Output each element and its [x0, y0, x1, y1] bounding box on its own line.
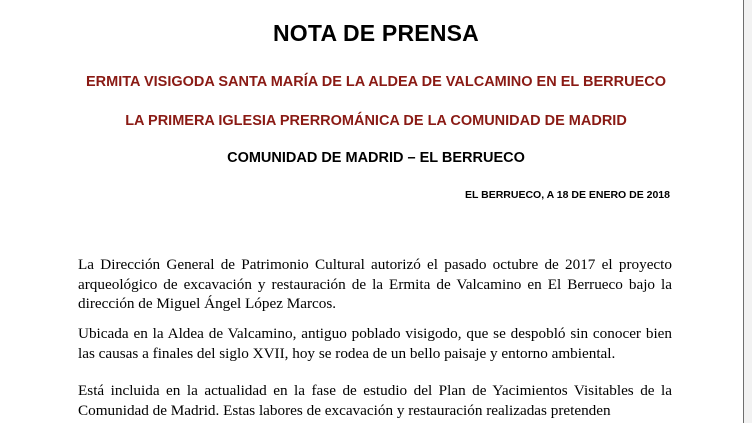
- subtitle-ermita: ERMITA VISIGODA SANTA MARÍA DE LA ALDEA DE VALCAMINO EN EL BERRUECO: [85, 74, 666, 90]
- paragraph-3: Está incluida en la actualidad en la fase de estudio del Plan de Yacimientos Visitables de la Comunidad de Madrid. Estas labores de excavación y restauración realizadas pretenden: [78, 382, 672, 419]
- paragraph-2: Ubicada en la Aldea de Valcamino, antiguo poblado visigodo, que se despobló sin conocer bien las causas a finales del siglo XVII, hoy se rodea de un bello paisaje y entorno ambiental.: [78, 325, 672, 362]
- location-heading: COMUNIDAD DE MADRID – EL BERRUECO: [227, 150, 525, 166]
- page-title: NOTA DE PRENSA: [273, 20, 479, 46]
- paragraph-1: La Dirección General de Patrimonio Cultural autorizó el pasado octubre de 2017 el proyecto arqueológico de excavación y restauración de la Ermita de Valcamino en El Berrueco bajo la dirección de Miguel Ángel López Marcos.: [78, 256, 672, 312]
- dateline: EL BERRUECO, A 18 DE ENERO DE 2018: [464, 189, 670, 201]
- subtitle-iglesia: LA PRIMERA IGLESIA PRERROMÁNICA DE LA COMUNIDAD DE MADRID: [125, 113, 627, 129]
- page-edge: [743, 0, 752, 423]
